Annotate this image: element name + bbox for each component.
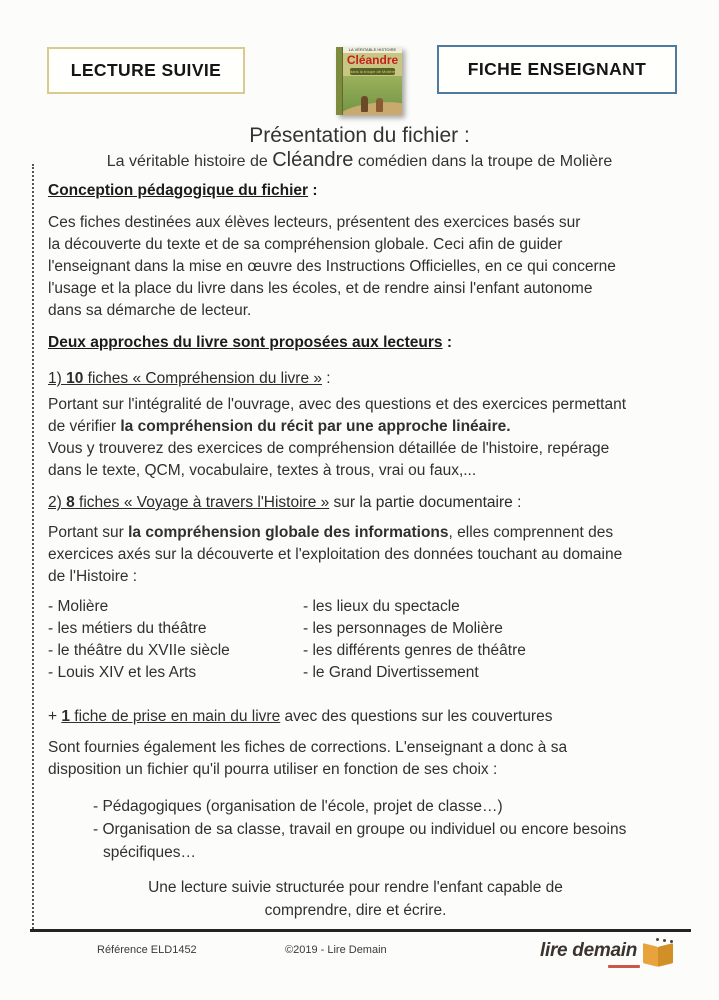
approach1-underlined xyxy=(48,370,322,387)
approach1-label xyxy=(48,368,663,390)
approach1-label-rest: fiches « Compréhension du livre » xyxy=(83,370,322,387)
topic-item: - les lieux du spectacle xyxy=(303,598,460,615)
text-line: Ces fiches destinées aux élèves lecteurs, présentent des exercices basés sur xyxy=(48,214,581,231)
lecture-suivie-badge xyxy=(47,47,245,94)
topics-column-right xyxy=(303,596,526,684)
approach2-underlined xyxy=(48,494,329,511)
extra-count: 1 xyxy=(61,708,70,725)
extra-suffix: avec des questions sur les couvertures xyxy=(280,708,553,725)
text-line: dans sa démarche de lecteur. xyxy=(48,302,252,319)
approach2-suffix: sur la partie documentaire : xyxy=(329,494,522,511)
heading-underlined-text: Deux approches du livre sont proposées aux lecteurs xyxy=(48,334,443,351)
approach2-label-rest: fiches « Voyage à travers l'Histoire » xyxy=(74,494,330,511)
book-subtitle-badge: dans la troupe de Molière xyxy=(350,69,395,74)
extra-label: fiche de prise en main du livre xyxy=(69,708,281,725)
book-page-right xyxy=(658,943,673,967)
option-item-continuation: spécifiques… xyxy=(103,844,197,861)
paragraph-approach1 xyxy=(48,394,663,482)
topic-item: - Molière xyxy=(48,598,109,615)
text-line: dans le texte, QCM, vocabulaire, textes à trous, vrai ou faux,... xyxy=(48,462,477,479)
book-cover xyxy=(336,47,402,115)
corrections-options-list xyxy=(93,795,663,864)
text-line: comprendre, dire et écrire. xyxy=(264,902,447,919)
reference-number: Référence ELD1452 xyxy=(97,944,197,956)
section-heading-approaches xyxy=(48,332,663,354)
fiche-enseignant-badge xyxy=(437,45,677,94)
plain-run: , elles comprennent des xyxy=(448,524,614,541)
text-line: Vous y trouverez des exercices de compréhension détaillée de l'histoire, repérage xyxy=(48,440,610,457)
lecture-suivie-label: LECTURE SUIVIE xyxy=(70,60,222,80)
book-illustration xyxy=(343,76,402,115)
topic-item: - les métiers du théâtre xyxy=(48,620,207,637)
heading-colon: : xyxy=(442,334,452,351)
approach1-colon: : xyxy=(322,370,331,387)
text-line: l'enseignant dans la mise en œuvre des Instructions Officielles, en ce qui concerne xyxy=(48,258,616,275)
book-series-label: LA VÉRITABLE HISTOIRE xyxy=(343,47,402,53)
subtitle-prefix: La véritable histoire de xyxy=(106,153,273,170)
footer-divider xyxy=(30,929,691,932)
closing-statement xyxy=(48,876,663,922)
lire-demain-logo xyxy=(540,938,678,968)
text-line: de l'Histoire : xyxy=(48,568,138,585)
plus-sign: + xyxy=(48,708,62,725)
plain-run: Portant sur xyxy=(48,524,129,541)
text-line: Portant sur l'intégralité de l'ouvrage, avec des questions et des exercices permettant xyxy=(48,396,627,413)
text-line: la découverte du texte et de sa compréhension globale. Ceci afin de guider xyxy=(48,236,563,253)
book-page-left xyxy=(643,943,658,967)
heading-colon: : xyxy=(308,182,318,199)
topic-item: - Louis XIV et les Arts xyxy=(48,664,197,681)
section-heading-conception xyxy=(48,180,663,202)
text-line xyxy=(48,416,663,438)
extra-sheet-line xyxy=(48,706,663,728)
approach2-count: 8 xyxy=(66,494,75,511)
paragraph-corrections xyxy=(48,737,663,781)
illustration-path xyxy=(343,99,402,115)
topics-column-left xyxy=(48,596,303,684)
topic-item: - le Grand Divertissement xyxy=(303,664,479,681)
logo-tagline xyxy=(608,965,640,968)
copyright-text: ©2019 - Lire Demain xyxy=(285,944,387,956)
subtitle-suffix: comédien dans la troupe de Molière xyxy=(353,153,613,170)
logo-dot xyxy=(656,938,659,941)
illustration-figure xyxy=(376,98,383,112)
open-book-icon xyxy=(640,938,678,968)
logo-wordmark: lire demain xyxy=(540,940,638,961)
option-item: - Pédagogiques (organisation de l'école, projet de classe…) xyxy=(93,798,503,815)
approach2-label xyxy=(48,492,663,514)
approach2-number-prefix: 2) xyxy=(48,494,67,511)
book-title: Cléandre xyxy=(346,53,399,67)
logo-dot xyxy=(663,939,666,942)
page-title: Présentation du fichier : xyxy=(249,124,470,147)
topic-item: - le théâtre du XVIIe siècle xyxy=(48,642,230,659)
extra-underlined xyxy=(61,708,280,725)
text-line: exercices axés sur la découverte et l'exploitation des données touchant au domaine xyxy=(48,546,623,563)
approach1-count: 10 xyxy=(66,370,84,387)
illustration-figure xyxy=(361,96,368,112)
text-line: Sont fournies également les fiches de corrections. L'enseignant a donc à sa xyxy=(48,739,568,756)
fiche-enseignant-label: FICHE ENSEIGNANT xyxy=(467,59,647,79)
subtitle-book-name: Cléandre xyxy=(272,149,354,171)
topic-item: - les personnages de Molière xyxy=(303,620,503,637)
book-front xyxy=(343,47,402,115)
footer xyxy=(0,938,719,988)
option-item: - Organisation de sa classe, travail en groupe ou individuel ou encore besoins xyxy=(93,821,627,838)
topics-list xyxy=(48,596,663,684)
bold-run: la compréhension globale des informations xyxy=(128,524,449,541)
heading-underlined-text: Conception pédagogique du fichier xyxy=(48,182,309,199)
bold-run: la compréhension du récit par une approche linéaire. xyxy=(120,418,511,435)
text-line: Une lecture suivie structurée pour rendre l'enfant capable de xyxy=(148,879,563,896)
plain-run: de vérifier xyxy=(48,418,121,435)
approach1-number-prefix: 1) xyxy=(48,370,67,387)
paragraph-conception xyxy=(48,212,663,322)
text-line: disposition un fichier qu'il pourra utiliser en fonction de ses choix : xyxy=(48,761,498,778)
text-line xyxy=(48,522,663,544)
text-line: l'usage et la place du livre dans les écoles, et de rendre ainsi l'enfant autonome xyxy=(48,280,593,297)
paragraph-approach2 xyxy=(48,522,663,588)
topic-item: - les différents genres de théâtre xyxy=(303,642,526,659)
content-box xyxy=(32,164,693,929)
book-spine xyxy=(336,47,343,115)
